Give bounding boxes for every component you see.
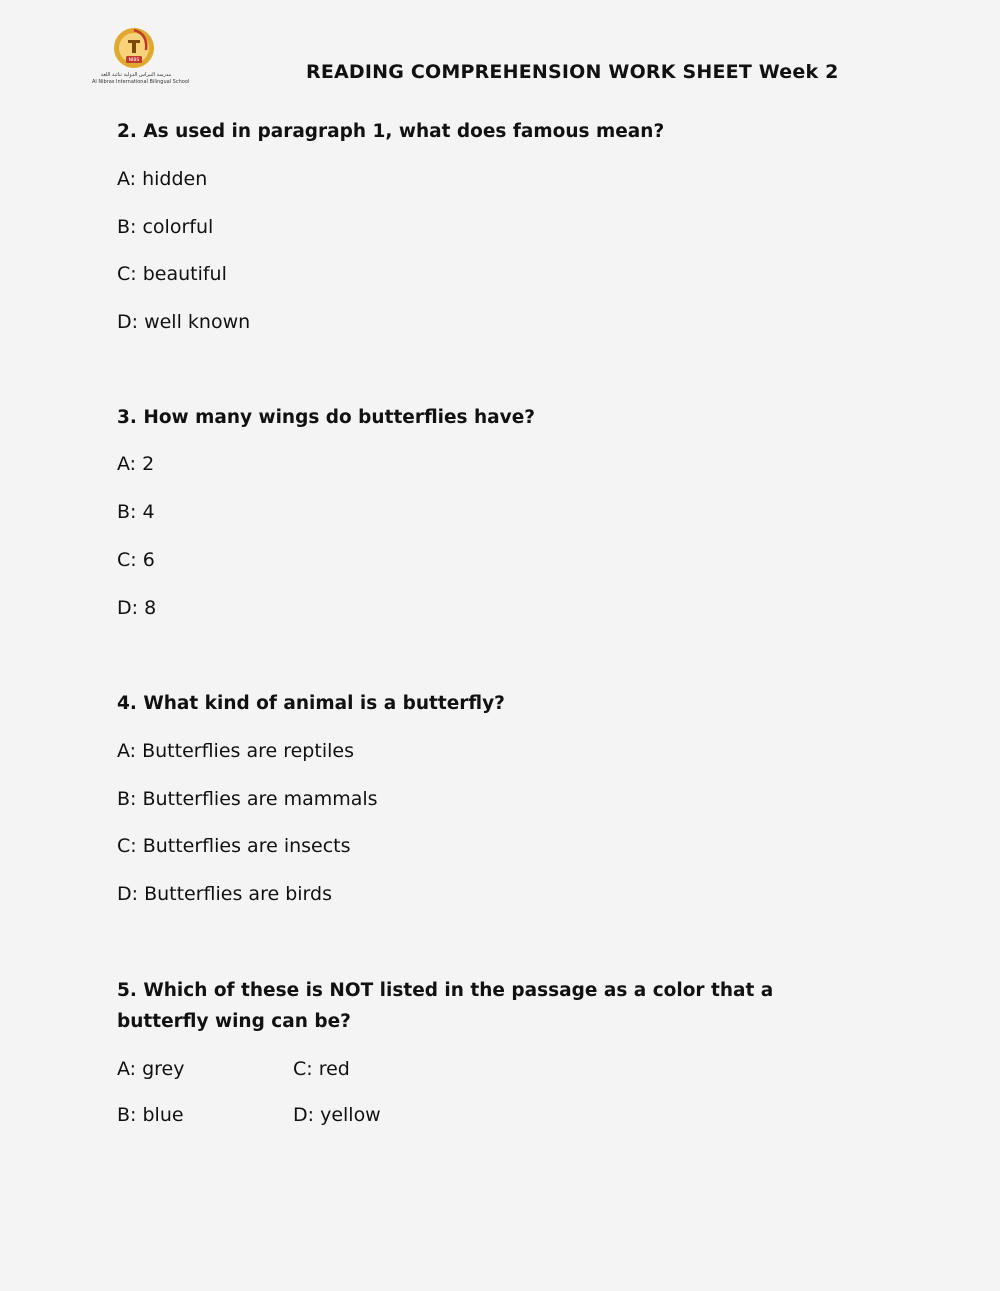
logo-initials: [126, 57, 142, 62]
question-3-option-d: D: 8: [117, 597, 157, 619]
logo-caption-arabic: مدرسة النبراس الدولية ثنائية اللغة: [100, 72, 172, 78]
question-5-option-d: D: yellow: [293, 1104, 381, 1126]
question-4-option-d: D: Butterflies are birds: [117, 883, 332, 905]
svg-text:NIBS: NIBS: [128, 58, 140, 62]
question-3: 3. How many wings do butterflies have?: [117, 407, 536, 428]
question-5-option-a: A: grey: [117, 1058, 185, 1080]
question-2: 2. As used in paragraph 1, what does famous mean?: [117, 121, 665, 142]
logo-caption: [92, 72, 190, 86]
question-2-option-a: A: hidden: [117, 168, 208, 190]
question-5-option-b: B: blue: [117, 1104, 184, 1126]
question-3-option-b: B: 4: [117, 501, 155, 523]
question-4: 4. What kind of animal is a butterfly?: [117, 693, 505, 714]
logo-caption-english: Al Nibras International Bilingual School: [92, 79, 190, 85]
question-4-option-b: B: Butterflies are mammals: [117, 788, 378, 810]
question-5: 5. Which of these is NOT listed in the passage as a color that a butterfly wing can be?: [117, 980, 774, 1032]
question-2-option-d: D: well known: [117, 311, 251, 333]
school-logo: [92, 26, 190, 90]
question-2-option-c: C: beautiful: [117, 263, 227, 285]
worksheet-title: READING COMPREHENSION WORK SHEET Week 2: [306, 61, 839, 83]
question-4-option-c: C: Butterflies are insects: [117, 835, 351, 857]
question-3-option-a: A: 2: [117, 453, 155, 475]
school-emblem-icon: [112, 26, 156, 70]
question-3-option-c: C: 6: [117, 549, 155, 571]
question-4-option-a: A: Butterflies are reptiles: [117, 740, 354, 762]
question-5-option-c: C: red: [293, 1058, 350, 1080]
question-2-option-b: B: colorful: [117, 216, 214, 238]
